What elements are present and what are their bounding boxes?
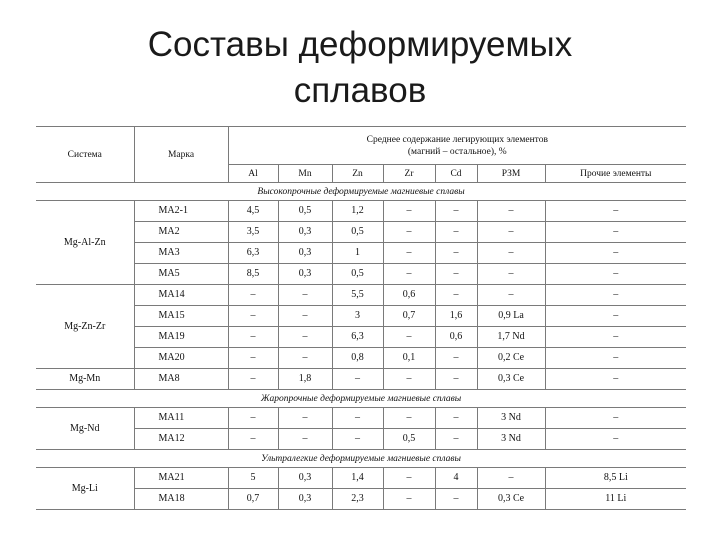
value-cell: – xyxy=(545,243,686,264)
value-cell: – xyxy=(332,408,383,429)
value-cell: 0,3 xyxy=(278,264,332,285)
table-row xyxy=(36,489,686,510)
value-cell: 0,9 La xyxy=(477,306,545,327)
value-cell: – xyxy=(435,243,477,264)
header-grade: Марка xyxy=(134,127,228,183)
header-element-zn: Zn xyxy=(332,165,383,183)
grade-cell: MA3 xyxy=(134,243,228,264)
table-row xyxy=(36,264,686,285)
group-row xyxy=(36,390,686,408)
header-average-content xyxy=(228,127,686,165)
value-cell: 0,1 xyxy=(383,348,435,369)
system-cell: Mg-Mn xyxy=(36,369,134,390)
system-cell: Mg-Li xyxy=(36,468,134,510)
table-row xyxy=(36,327,686,348)
value-cell: – xyxy=(435,222,477,243)
value-cell: – xyxy=(228,348,278,369)
grade-cell: MA2-1 xyxy=(134,201,228,222)
value-cell: – xyxy=(435,285,477,306)
value-cell: – xyxy=(435,264,477,285)
value-cell: 3 Nd xyxy=(477,429,545,450)
table-row xyxy=(36,429,686,450)
value-cell: 5,5 xyxy=(332,285,383,306)
value-cell: – xyxy=(228,306,278,327)
value-cell: – xyxy=(435,201,477,222)
value-cell: – xyxy=(383,222,435,243)
value-cell: – xyxy=(228,285,278,306)
header-element-rzm: РЗМ xyxy=(477,165,545,183)
group-row xyxy=(36,183,686,201)
system-cell: Mg-Al-Zn xyxy=(36,201,134,285)
value-cell: – xyxy=(278,327,332,348)
grade-cell: MA14 xyxy=(134,285,228,306)
value-cell: 0,3 xyxy=(278,243,332,264)
value-cell: 1,4 xyxy=(332,468,383,489)
grade-cell: MA11 xyxy=(134,408,228,429)
group-label: Жаропрочные деформируемые магниевые сплавы xyxy=(36,390,686,408)
value-cell: 1 xyxy=(332,243,383,264)
value-cell: 0,2 Ce xyxy=(477,348,545,369)
value-cell: – xyxy=(545,348,686,369)
value-cell: – xyxy=(228,429,278,450)
value-cell: – xyxy=(545,285,686,306)
value-cell: – xyxy=(545,222,686,243)
value-cell: 11 Li xyxy=(545,489,686,510)
value-cell: 5 xyxy=(228,468,278,489)
value-cell: 0,3 xyxy=(278,489,332,510)
value-cell: – xyxy=(383,201,435,222)
grade-cell: MA21 xyxy=(134,468,228,489)
value-cell: – xyxy=(278,348,332,369)
system-cell: Mg-Nd xyxy=(36,408,134,450)
grade-cell: MA19 xyxy=(134,327,228,348)
value-cell: 0,5 xyxy=(383,429,435,450)
grade-cell: MA18 xyxy=(134,489,228,510)
table-row xyxy=(36,201,686,222)
value-cell: – xyxy=(332,369,383,390)
value-cell: – xyxy=(278,408,332,429)
header-element-mn: Mn xyxy=(278,165,332,183)
value-cell: – xyxy=(477,222,545,243)
value-cell: 0,3 Ce xyxy=(477,489,545,510)
value-cell: 6,3 xyxy=(332,327,383,348)
value-cell: – xyxy=(383,243,435,264)
value-cell: 3,5 xyxy=(228,222,278,243)
header-system: Система xyxy=(36,127,134,183)
table-row xyxy=(36,369,686,390)
group-row xyxy=(36,450,686,468)
value-cell: 3 Nd xyxy=(477,408,545,429)
value-cell: – xyxy=(545,408,686,429)
value-cell: – xyxy=(545,264,686,285)
table-row xyxy=(36,243,686,264)
value-cell: – xyxy=(278,429,332,450)
value-cell: 2,3 xyxy=(332,489,383,510)
header-average-content-line2: (магний – остальное), % xyxy=(407,146,507,157)
value-cell: – xyxy=(383,489,435,510)
value-cell: – xyxy=(228,327,278,348)
value-cell: – xyxy=(278,285,332,306)
value-cell: 0,5 xyxy=(332,222,383,243)
value-cell: – xyxy=(477,201,545,222)
value-cell: 0,7 xyxy=(228,489,278,510)
value-cell: – xyxy=(383,408,435,429)
value-cell: – xyxy=(545,429,686,450)
value-cell: 8,5 Li xyxy=(545,468,686,489)
value-cell: – xyxy=(332,429,383,450)
grade-cell: MA20 xyxy=(134,348,228,369)
value-cell: 1,6 xyxy=(435,306,477,327)
table-row xyxy=(36,306,686,327)
value-cell: – xyxy=(435,429,477,450)
value-cell: 0,3 Ce xyxy=(477,369,545,390)
grade-cell: MA8 xyxy=(134,369,228,390)
value-cell: 0,3 xyxy=(278,468,332,489)
value-cell: 1,7 Nd xyxy=(477,327,545,348)
group-label: Высокопрочные деформируемые магниевые сплавы xyxy=(36,183,686,201)
value-cell: – xyxy=(477,243,545,264)
value-cell: 0,7 xyxy=(383,306,435,327)
system-cell: Mg-Zn-Zr xyxy=(36,285,134,369)
value-cell: – xyxy=(477,264,545,285)
value-cell: – xyxy=(545,201,686,222)
header-average-content-line1: Среднее содержание легирующих элементов xyxy=(366,134,548,145)
value-cell: – xyxy=(435,369,477,390)
table-row xyxy=(36,222,686,243)
value-cell: – xyxy=(383,468,435,489)
grade-cell: MA15 xyxy=(134,306,228,327)
table-row xyxy=(36,285,686,306)
value-cell: 0,6 xyxy=(435,327,477,348)
value-cell: – xyxy=(383,369,435,390)
value-cell: 0,5 xyxy=(332,264,383,285)
value-cell: 8,5 xyxy=(228,264,278,285)
header-element-cd: Cd xyxy=(435,165,477,183)
table-row xyxy=(36,468,686,489)
value-cell: – xyxy=(228,369,278,390)
table-row xyxy=(36,348,686,369)
value-cell: 3 xyxy=(332,306,383,327)
header-element-zr: Zr xyxy=(383,165,435,183)
value-cell: – xyxy=(435,348,477,369)
group-label: Ультралегкие деформируемые магниевые сплавы xyxy=(36,450,686,468)
value-cell: – xyxy=(383,327,435,348)
value-cell: – xyxy=(278,306,332,327)
grade-cell: MA5 xyxy=(134,264,228,285)
value-cell: – xyxy=(435,489,477,510)
alloy-composition-table xyxy=(36,126,686,510)
value-cell: – xyxy=(477,468,545,489)
page-title: Составы деформируемых сплавов xyxy=(147,25,573,110)
grade-cell: MA2 xyxy=(134,222,228,243)
value-cell: – xyxy=(545,327,686,348)
table-row xyxy=(36,408,686,429)
value-cell: 4 xyxy=(435,468,477,489)
value-cell: – xyxy=(228,408,278,429)
grade-cell: MA12 xyxy=(134,429,228,450)
value-cell: – xyxy=(383,264,435,285)
value-cell: 0,8 xyxy=(332,348,383,369)
value-cell: 0,3 xyxy=(278,222,332,243)
value-cell: 4,5 xyxy=(228,201,278,222)
value-cell: – xyxy=(545,306,686,327)
value-cell: – xyxy=(477,285,545,306)
table-body xyxy=(36,127,686,510)
value-cell: 1,2 xyxy=(332,201,383,222)
value-cell: – xyxy=(545,369,686,390)
value-cell: 0,5 xyxy=(278,201,332,222)
value-cell: 6,3 xyxy=(228,243,278,264)
header-element-other: Прочие элементы xyxy=(545,165,686,183)
header-row xyxy=(36,127,686,165)
value-cell: – xyxy=(435,408,477,429)
value-cell: 0,6 xyxy=(383,285,435,306)
header-element-al: Al xyxy=(228,165,278,183)
value-cell: 1,8 xyxy=(278,369,332,390)
